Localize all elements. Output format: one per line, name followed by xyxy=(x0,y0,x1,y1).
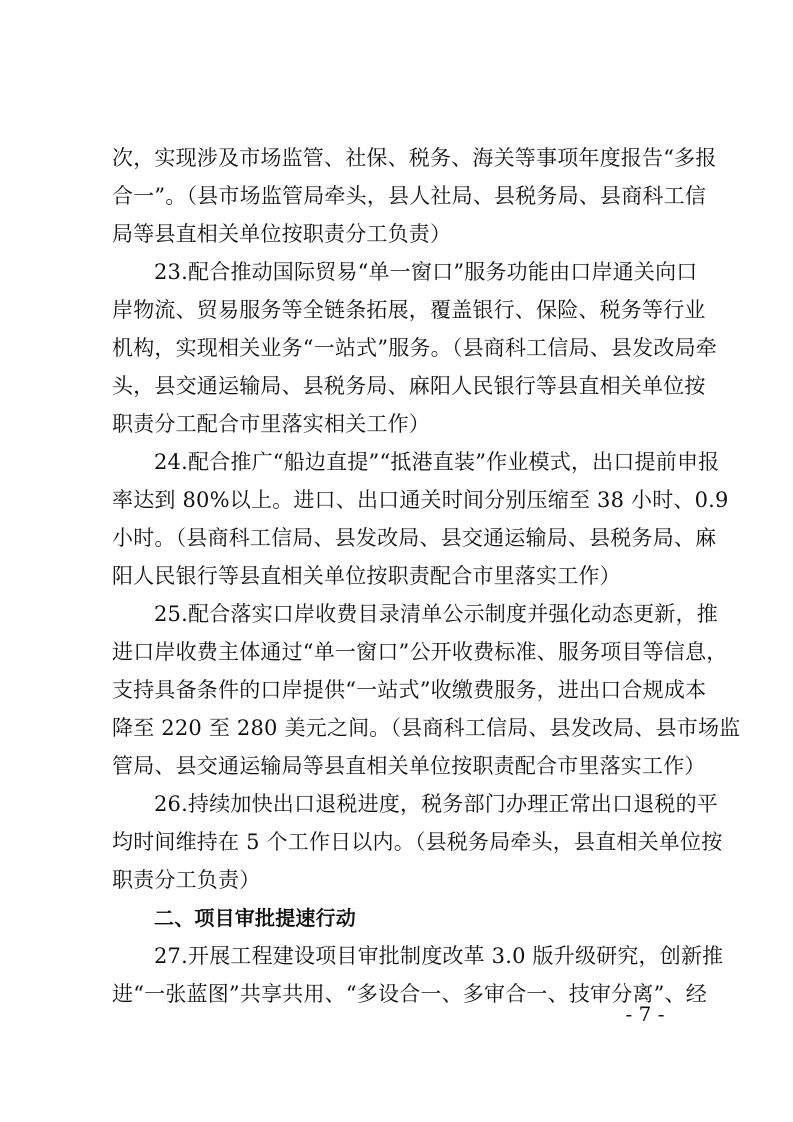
paragraph-26-start: 26.持续加快出口退税进度，税务部门办理正常出口退税的平 xyxy=(154,792,718,816)
page-number: - 7 - xyxy=(625,1002,665,1026)
text-line: 岸物流、贸易服务等全链条拓展，覆盖银行、保险、税务等行业 xyxy=(112,298,706,322)
paragraph-23-start: 23.配合推动国际贸易“单一窗口”服务功能由口岸通关向口 xyxy=(154,260,698,284)
text-line: 管局、县交通运输局等县直相关单位按职责配合市里落实工作） xyxy=(112,754,706,778)
text-line: 合一”。（县市场监管局牵头，县人社局、县税务局、县商科工信 xyxy=(112,184,707,208)
text-line: 进“一张蓝图”共享共用、“多设合一、多审合一、技审分离”、经 xyxy=(112,982,707,1006)
text-line: 率达到 80%以上。进口、出口通关时间分别压缩至 38 小时、0.9 xyxy=(112,488,729,512)
text-line: 支持具备条件的口岸提供“一站式”收缴费服务，进出口合规成本 xyxy=(112,678,707,702)
text-line: 职责分工配合市里落实相关工作） xyxy=(112,412,430,436)
text-line: 次，实现涉及市场监管、社保、税务、海关等事项年度报告“多报 xyxy=(112,146,717,170)
text-line: 均时间维持在 5 个工作日以内。（县税务局牵头，县直相关单位按 xyxy=(112,830,723,854)
section-heading: 二、项目审批提速行动 xyxy=(154,906,356,930)
paragraph-25-start: 25.配合落实口岸收费目录清单公示制度并强化动态更新，推 xyxy=(154,602,718,626)
text-line: 小时。（县商科工信局、县发改局、县交通运输局、县税务局、麻 xyxy=(112,526,717,550)
text-line: 职责分工负责） xyxy=(112,868,261,892)
text-line: 阳人民银行等县直相关单位按职责配合市里落实工作） xyxy=(112,564,621,588)
text-line: 局等县直相关单位按职责分工负责） xyxy=(112,222,452,246)
paragraph-27-start: 27.开展工程建设项目审批制度改革 3.0 版升级研究，创新推 xyxy=(154,944,724,968)
text-line: 进口岸收费主体通过“单一窗口”公开收费标准、服务项目等信息， xyxy=(112,640,728,664)
paragraph-24-start: 24.配合推广“船边直提”“抵港直装”作业模式，出口提前申报 xyxy=(154,450,720,474)
text-line: 降至 220 至 280 美元之间。（县商科工信局、县发改局、县市场监 xyxy=(112,716,741,740)
text-line: 头，县交通运输局、县税务局、麻阳人民银行等县直相关单位按 xyxy=(112,374,706,398)
text-line: 机构，实现相关业务“一站式”服务。（县商科工信局、县发改局牵 xyxy=(112,336,717,360)
